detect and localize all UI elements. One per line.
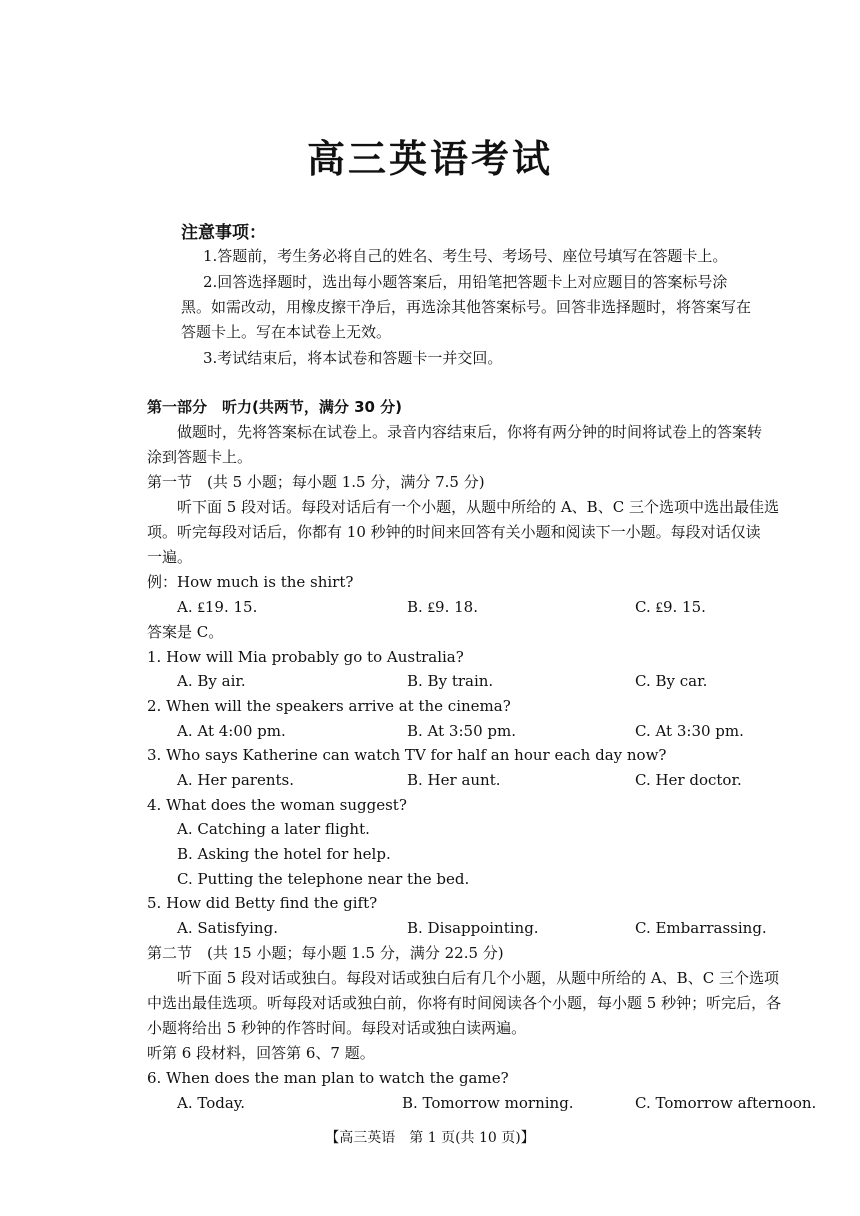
notice-item-3: 3.考试结束后，将本试卷和答题卡一并交回。 xyxy=(203,349,503,367)
section1-intro-2: 项。听完每段对话后，你都有 10 秒钟的时间来回答有关小题和阅读下一小题。每段对话仅读 xyxy=(147,523,761,541)
q5-option-c: C. Embarrassing. xyxy=(635,919,767,937)
part1-intro-2: 涂到答题卡上。 xyxy=(147,448,253,466)
section2-intro-2: 中选出最佳选项。听每段对话或独白前，你将有时间阅读各个小题，每小题 5 秒钟；听完后，各 xyxy=(147,994,782,1012)
notice-item-2-end: 答题卡上。写在本试卷上无效。 xyxy=(181,323,392,341)
q2-option-c: C. At 3:30 pm. xyxy=(635,722,744,740)
notice-item-2: 2.回答选择题时，选出每小题答案后，用铅笔把答题卡上对应题目的答案标号涂 xyxy=(203,273,728,291)
notice-heading: 注意事项： xyxy=(181,223,266,243)
q2-option-a: A. At 4:00 pm. xyxy=(177,722,286,740)
material-6: 听第 6 段材料，回答第 6、7 题。 xyxy=(147,1044,375,1062)
notice-item-1: 1.答题前，考生务必将自己的姓名、考生号、考场号、座位号填写在答题卡上。 xyxy=(203,247,728,265)
q2-option-b: B. At 3:50 pm. xyxy=(407,722,516,740)
section2-intro-1: 听下面 5 段对话或独白。每段对话或独白后有几个小题，从题中所给的 A、B、C 三个选项 xyxy=(177,969,779,987)
question-6: 6. When does the man plan to watch the game? xyxy=(147,1069,509,1087)
q4-option-b: B. Asking the hotel for help. xyxy=(177,845,391,863)
question-3: 3. Who says Katherine can watch TV for half an hour each day now? xyxy=(147,746,667,764)
section2-heading: 第二节 (共 15 小题；每小题 1.5 分，满分 22.5 分) xyxy=(147,944,504,962)
q1-option-a: A. By air. xyxy=(177,672,246,690)
section1-intro-1: 听下面 5 段对话。每段对话后有一个小题，从题中所给的 A、B、C 三个选项中选出最佳选 xyxy=(177,498,779,516)
exam-title: 高三英语考试 xyxy=(306,137,553,181)
section2-intro-3: 小题将给出 5 秒钟的作答时间。每段对话或独白读两遍。 xyxy=(147,1019,527,1037)
example-option-c: C. ₤9. 15. xyxy=(635,598,706,616)
q6-option-b: B. Tomorrow morning. xyxy=(402,1094,574,1112)
question-5: 5. How did Betty find the gift? xyxy=(147,894,378,912)
q4-option-a: A. Catching a later flight. xyxy=(177,820,370,838)
part1-intro-1: 做题时，先将答案标在试卷上。录音内容结束后，你将有两分钟的时间将试卷上的答案转 xyxy=(177,423,763,441)
part1-heading: 第一部分 听力(共两节，满分 30 分) xyxy=(147,398,403,416)
q3-option-a: A. Her parents. xyxy=(177,771,295,789)
question-1: 1. How will Mia probably go to Australia? xyxy=(147,648,464,666)
example-answer: 答案是 C。 xyxy=(147,623,224,641)
q3-option-c: C. Her doctor. xyxy=(635,771,742,789)
section1-intro-3: 一遍。 xyxy=(147,548,193,566)
example-option-a: A. ₤19. 15. xyxy=(177,598,258,616)
q5-option-a: A. Satisfying. xyxy=(177,919,278,937)
q1-option-b: B. By train. xyxy=(407,672,494,690)
q6-option-a: A. Today. xyxy=(177,1094,246,1112)
question-4: 4. What does the woman suggest? xyxy=(147,796,407,814)
section1-heading: 第一节 (共 5 小题；每小题 1.5 分，满分 7.5 分) xyxy=(147,473,485,491)
q4-option-c: C. Putting the telephone near the bed. xyxy=(177,870,470,888)
example-question: 例：How much is the shirt? xyxy=(147,573,354,591)
notice-item-2-cont: 黑。如需改动，用橡皮擦干净后，再选涂其他答案标号。回答非选择题时，将答案写在 xyxy=(181,298,752,316)
q5-option-b: B. Disappointing. xyxy=(407,919,539,937)
page-footer: 【高三英语 第 1 页(共 10 页)】 xyxy=(325,1130,535,1146)
q6-option-c: C. Tomorrow afternoon. xyxy=(635,1094,817,1112)
q1-option-c: C. By car. xyxy=(635,672,708,690)
question-2: 2. When will the speakers arrive at the cinema? xyxy=(147,697,511,715)
q3-option-b: B. Her aunt. xyxy=(407,771,501,789)
example-option-b: B. ₤9. 18. xyxy=(407,598,478,616)
